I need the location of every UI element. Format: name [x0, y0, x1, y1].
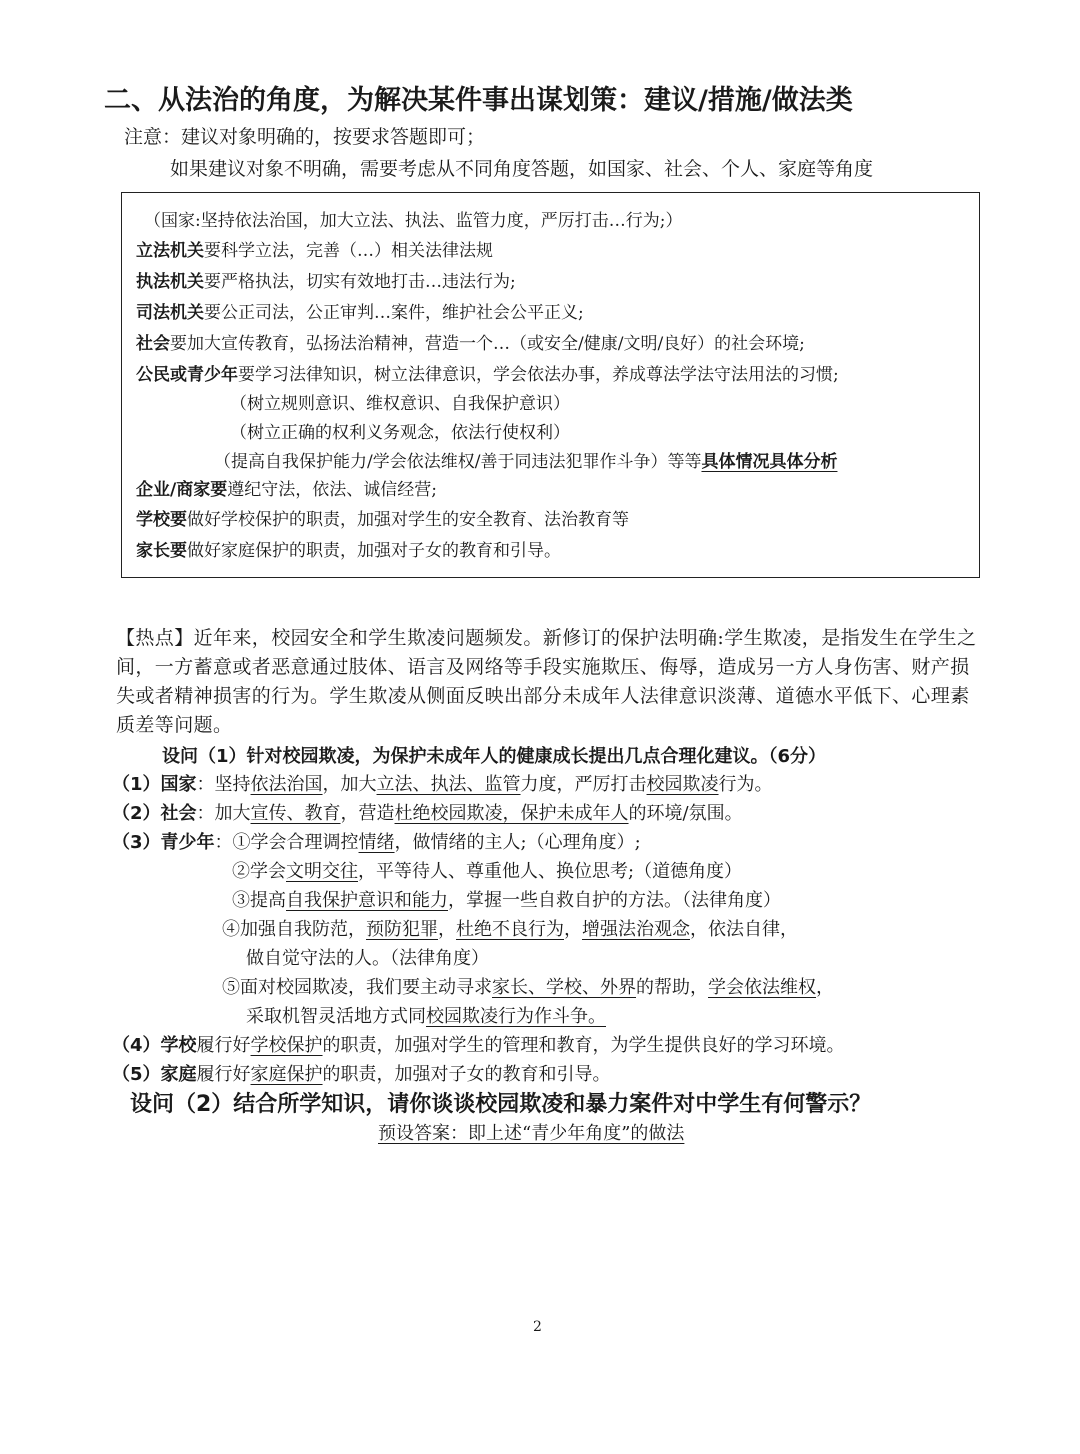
answer-youth-2: [232, 857, 742, 883]
answer-school: [112, 1031, 845, 1057]
box-line-state: （国家:坚持依法治国，加大立法、执法、监管力度，严厉打击…行为;）: [144, 211, 683, 231]
label-judiciary: 司法机关: [136, 303, 204, 323]
hotspot-paragraph: 【热点】近年来，校园安全和学生欺凌问题频发。新修订的保护法明确:学生欺凌，是指发生在学生之间，一方蓄意或者恶意通过肢体、语言及网络等手段实施欺压、侮辱，造成另一方人身伤害、财产损失或者精神损害的行为。学生欺凌从侧面反映出部分未成年人法律意识淡薄、道德水平低下、心理素质差等问题。: [116, 627, 977, 736]
answer-text: ：①学会合理调控: [214, 832, 359, 853]
answer-state-label: （1）国家: [112, 774, 197, 795]
text-legislature: 要科学立法，完善（…）相关法律法规: [204, 241, 493, 261]
question-2-answer: 预设答案：即上述“青少年角度”的做法: [378, 1123, 685, 1144]
answer-text: 行为。: [718, 774, 773, 795]
blank-family-protection: 家庭保护: [250, 1064, 323, 1085]
box-line-business: [136, 475, 437, 500]
box-line-legislature: [136, 236, 493, 261]
box-line-awareness: （树立规则意识、维权意识、自我保护意识）: [230, 394, 570, 414]
answer-text: ②学会: [232, 861, 286, 882]
box-line-school: [136, 505, 629, 530]
note-line-2: 如果建议对象不明确，需要考虑从不同角度答题，如国家、社会、个人、家庭等角度: [170, 158, 874, 180]
label-citizen: 公民或青少年: [136, 365, 238, 385]
answer-youth-5: [222, 973, 834, 999]
answer-text: ⑤面对校园欺凌，我们要主动寻求: [222, 977, 492, 998]
box-line-parents: [136, 536, 561, 561]
answer-text: ，: [816, 977, 834, 998]
answer-society: [112, 799, 743, 825]
answer-text: ③提高: [232, 890, 286, 911]
label-legislature: 立法机关: [136, 241, 204, 261]
answer-text: ④加强自我防范，: [222, 919, 366, 940]
answer-text: ，依法自律，: [690, 919, 798, 940]
text-society: 要加大宣传教育，弘扬法治精神，营造一个…（或安全/健康/文明/良好）的社会环境;: [170, 334, 805, 354]
answer-youth: [112, 828, 641, 854]
blank-self-protection: 自我保护意识和能力: [286, 890, 448, 911]
box-line-executive: [136, 267, 516, 292]
blank-rule-of-law: 依法治国: [250, 774, 323, 795]
blank-legislation: 立法、执法、监管: [376, 774, 521, 795]
answer-text: 履行好: [196, 1064, 251, 1085]
blank-bad-behavior: 杜绝不良行为: [456, 919, 564, 940]
suggestion-box: [121, 192, 980, 578]
answer-text: ，平等待人、尊重他人、换位思考;（道德角度）: [358, 861, 743, 882]
answer-school-label: （4）学校: [112, 1035, 197, 1056]
text-executive: 要严格执法，切实有效地打击…违法行为;: [204, 272, 516, 292]
answer-state: [112, 770, 773, 796]
blank-civil-communication: 文明交往: [286, 861, 358, 882]
answer-youth-5b: [246, 1002, 606, 1028]
answer-text: ：坚持: [196, 774, 251, 795]
section-title: 二、从法治的角度，为解决某件事出谋划策：建议/措施/做法类: [104, 85, 853, 116]
text-parents: 做好家庭保护的职责，加强对子女的教育和引导。: [187, 541, 561, 561]
answer-text: ，: [438, 919, 456, 940]
blank-bullying: 校园欺凌: [646, 774, 719, 795]
answer-youth-4: [222, 915, 798, 941]
answer-text: ，: [564, 919, 582, 940]
blank-publicity: 宣传、教育: [250, 803, 341, 824]
answer-youth-4b: 做自觉守法的人。（法律角度）: [246, 948, 489, 969]
answer-text: 的环境/氛围。: [628, 803, 743, 824]
box-line-society: [136, 329, 805, 354]
blank-legal-concept: 增强法治观念: [582, 919, 690, 940]
box-line-protection: [214, 447, 837, 472]
answer-family-label: （5）家庭: [112, 1064, 197, 1085]
text-school: 做好学校保护的职责，加强对学生的安全教育、法治教育等: [187, 510, 629, 530]
answer-text: 履行好: [196, 1035, 251, 1056]
answer-text: 的职责，加强对学生的管理和教育，为学生提供良好的学习环境。: [322, 1035, 845, 1056]
label-case-analysis: 具体情况具体分析: [701, 452, 838, 472]
page-number: 2: [533, 1319, 542, 1335]
answer-society-label: （2）社会: [112, 803, 197, 824]
question-1: 设问（1）针对校园欺凌，为保护未成年人的健康成长提出几点合理化建议。（6分）: [162, 746, 827, 767]
note-line-1: 注意：建议对象明确的，按要求答题即可；: [124, 126, 486, 148]
answer-text: ，掌握一些自救自护的方法。（法律角度）: [448, 890, 781, 911]
answer-text: ，做情绪的主人;（心理角度）;: [394, 832, 641, 853]
blank-emotion: 情绪: [358, 832, 395, 853]
box-line-rights: （树立正确的权利义务观念，依法行使权利）: [230, 423, 570, 443]
text-judiciary: 要公正司法，公正审判…案件，维护社会公平正义;: [204, 303, 584, 323]
label-parents: 家长要: [136, 541, 187, 561]
answer-text: 的帮助，: [636, 977, 708, 998]
answer-youth-3: [232, 886, 781, 912]
answer-text: 的职责，加强对子女的教育和引导。: [322, 1064, 611, 1085]
text-business: 遵纪守法，依法、诚信经营;: [227, 480, 437, 500]
label-executive: 执法机关: [136, 272, 204, 292]
box-line-citizen: [136, 360, 839, 385]
blank-school-protection: 学校保护: [250, 1035, 323, 1056]
box-line-judiciary: [136, 298, 584, 323]
blank-prevent-crime: 预防犯罪: [366, 919, 438, 940]
blank-seek-help: 家长、学校、外界: [492, 977, 636, 998]
text-protection: （提高自我保护能力/学会依法维权/善于同违法犯罪作斗争）等等: [214, 452, 702, 472]
blank-fight-bullying: 校园欺凌行为作斗争。: [426, 1006, 606, 1027]
blank-legal-rights: 学会依法维权: [708, 977, 816, 998]
blank-environment: 杜绝校园欺凌，保护未成年人: [394, 803, 629, 824]
question-2: 设问（2）结合所学知识，请你谈谈校园欺凌和暴力案件对中学生有何警示？: [130, 1092, 872, 1117]
label-society: 社会: [136, 334, 170, 354]
answer-family: [112, 1060, 611, 1086]
label-business: 企业/商家要: [136, 480, 228, 500]
answer-text: ，加大: [322, 774, 377, 795]
answer-youth-label: （3）青少年: [112, 832, 215, 853]
answer-text: ：加大: [196, 803, 251, 824]
answer-text: 采取机智灵活地方式同: [246, 1006, 426, 1027]
answer-text: 力度，严厉打击: [520, 774, 647, 795]
answer-text: ，营造: [340, 803, 395, 824]
label-school: 学校要: [136, 510, 187, 530]
text-citizen: 要学习法律知识，树立法律意识，学会依法办事，养成尊法学法守法用法的习惯;: [238, 365, 839, 385]
